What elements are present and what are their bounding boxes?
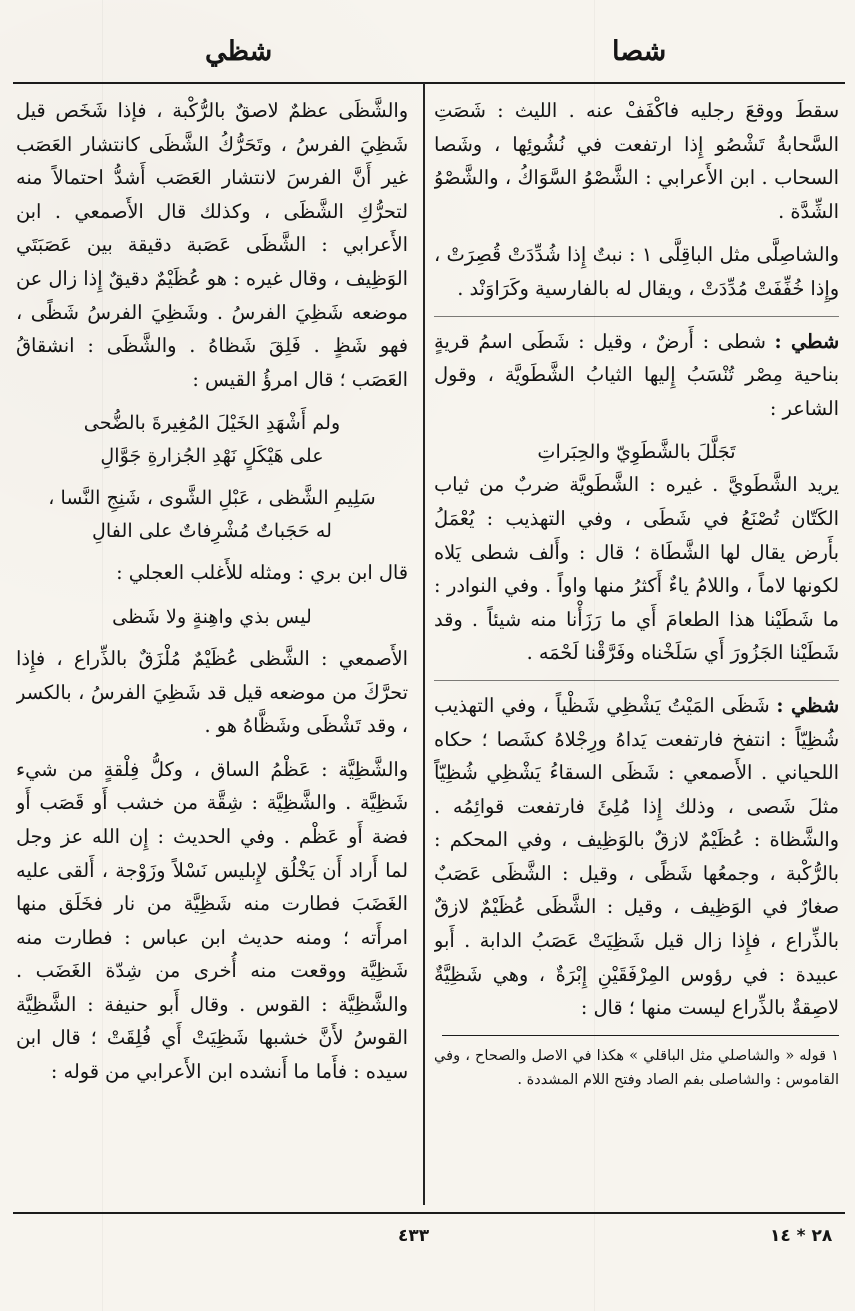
verse-line: تَجَلَّلَ بالشَّطَوِيّ والحِبَراتِ bbox=[537, 440, 736, 464]
left-paragraph-4: والشَّظِيَّة : عَظْمُ الساق ، وكلُّ فِلْقةٍ من شيء شَظِيَّة . والشَّظِيَّة : شِقَّة من خشب أَو قَصَب أَو فضة أَو عَظْم . وفي الحديث : إِن الله عز وجل لما أَراد أَن يَخْلُق لإِبليس نَسْلاً وزَوْجة ، أَلقى عليه الغَضَبَ فطارت منه شَظِيَّة من نار فخَلَق منها امرأَته ؛ ومنه حديث ابن عباس : فطارت منه شَظِيَّة ووقعت منه أُخرى من شِدّة الغَضَب . والشَّظِيَّة : القوس . وقال أَبو حنيفة : الشَّظِيَّة القوسُ لأَنَّ خشبها شَظِيَتْ أَي فُلِقَتْ ؛ قال ابن سيده : فأَما ما أَنشده ابن الأَعرابي من قوله : bbox=[16, 757, 408, 1084]
right-column bbox=[434, 94, 839, 1194]
verse-line: على هَيْكَلٍ نَهْدِ الجُزارةِ جَوَّالِ bbox=[100, 444, 324, 468]
right-paragraph-2: والشاصِلَّى مثل الباقِلَّى ١ : نبتٌ إِذا شُدِّدَتْ قُصِرَتْ ، وإِذا خُفِّفَتْ مُدِّدَتْ ، ويقال له بالفارسية وكَرَاوَنْد . bbox=[434, 243, 839, 300]
entry-headword: شظي : bbox=[776, 693, 839, 717]
right-paragraph-1: سقطَ ووقعَ رجليه فاكْفَفْ عنه . الليث : شَصَتِ السَّحابةُ تَشْصُو إِذا ارتفعت في نُشُوئِها ، وشَصا السحاب . ابن الأَعرابي : الشَّصْوُ السَّوَاكُ ، والشَّصْوُ الشِّدَّة . bbox=[434, 99, 839, 223]
top-rule bbox=[13, 82, 845, 84]
left-paragraph-1: والشَّظَى عظمٌ لاصقٌ بالرُّكْبة ، فإذا شَخَص قيل شَظِيَ الفرسُ ، وتَحَرُّكُ الشَّظَى كانتشار العَصَب غير أَنَّ الفرسَ لانتشار العَصَب أَشدُّ احتمالاً منه لتحرُّكِ الشَّظَى ، وكذلك قال الأَصمعي . ابن الأَعرابي : الشَّظَى عَصَبة دقيقة بين عَصَبَتَي الوَظِيف ، وقال غيره : هو عُظَيْمٌ دقيقٌ إِذا زال عن موضعه شَظِيَ الفرسُ . وشَظِيَ الفرسُ شَظًى ، فهو شَظٍ . فَلِقَ شَظاهُ . والشَّظَى : انشقاقُ العَصَب ؛ قال امرؤُ القيس : bbox=[16, 99, 408, 391]
left-paragraph-2: قال ابن بري : ومثله للأَغلب العجلي : bbox=[116, 561, 408, 585]
entry-text: شَظَى المَيْتُ يَشْظِي شَظْياً ، وفي التهذيب شُظِيّاً : انتفخ فارتفعت يَداهُ ورِجْلاهُ كشَصا ؛ حكاه اللحياني . الأَصمعي : شَظَى السقاءُ يَشْظِي شُظِيّاً مثلَ شَصى ، وذلك إِذا مُلِئَ فارتفعت قوائِمُه . والشَّظاة : عُظَيْمٌ لازقٌ بالوَظِيف ، وفي المحكم : بالرُّكْبة ، وجمعُها شَظًى ، وقيل : الشَّظَى عَصَبٌ صغارٌ في الوَظِيف ، وقيل : الشَّظَى عُظَيْمٌ لازقٌ بالذِّراع ، فإِذا زال قيل شَظِيَتْ عَصَبُ الدابة . أَبو عبيدة : في رؤوس المِرْفَقَيْنِ إِبْرَةٌ ، وهي شَظِيَّةٌ لاصِقةٌ بالذِّراع ليست منها ؛ قال : bbox=[434, 693, 839, 1020]
entry-separator bbox=[434, 316, 839, 317]
verse-gap bbox=[16, 547, 408, 556]
dictionary-entry-shazi bbox=[434, 689, 839, 1025]
entry-text: شطى : أَرضٌ ، وقيل : شَطَى اسمُ قريةٍ بناحية مِصْر تُنْسَبُ إِليها الثيابُ الشَّطَويَّة ، وقول الشاعر : bbox=[434, 329, 839, 420]
entry-separator bbox=[434, 680, 839, 681]
verse-line: ولم أَشْهَدِ الخَيْلَ المُغِيرةَ بالضُّحى bbox=[83, 411, 341, 435]
right-page-header: شصا bbox=[612, 36, 667, 67]
footnote-rule bbox=[442, 1035, 839, 1036]
page-number: ٤٣٣ bbox=[398, 1226, 430, 1246]
verse-gap bbox=[16, 633, 408, 642]
right-paragraph-3: يريد الشَّطَويَّ . غيره : الشَّطَويَّة ضربٌ من ثياب الكَتّان تُصْنَعُ في شَطَى ، وفي التهذيب : يُعْمَلُ بأَرض يقال لها الشَّطَاة ؛ قال : وأَلف شطى يَلاه لكونها لاماً ، واللامُ ياءٌ أَكثرُ منها واواً . وفي النوادر : ما شَطَيْنا هذا الطعامَ أَي ما رَزَأْنا منه شيئاً . وقد شَطَيْنا الجَزُورَ أَي سَلَخْناه وفَرَّقْنا لَحْمَه . bbox=[434, 473, 839, 665]
left-column bbox=[16, 94, 408, 1192]
verse-line: سَلِيمِ الشَّظى ، عَبْلِ الشَّوى ، شَنِجِ النَّسا ، bbox=[48, 486, 376, 510]
verse-gap bbox=[16, 472, 408, 481]
signature-number: ٢٨ * ١٤ bbox=[770, 1226, 833, 1246]
entry-headword: شطي : bbox=[774, 329, 839, 353]
footnote: ١ قوله « والشاصلي مثل الباقلي » هكذا في الاصل والصحاح ، وفي القاموس : والشاصلى بفم الصاد وفتح اللام المشددة . bbox=[434, 1046, 839, 1088]
left-paragraph-3: الأَصمعي : الشَّظى عُظَيْمٌ مُلْزَقٌ بالذِّراع ، فإِذا تحرَّكَ من موضعه قيل قد شَظِيَ الفرسُ ، بالكسر ، وقد تَشْظَى وشَظَّاهُ هو . bbox=[16, 646, 408, 738]
verse-line: ليس بذي واهِنةٍ ولا شَظى bbox=[112, 604, 312, 628]
verse-line: له حَجَباتٌ مُشْرِفاتٌ على الفالِ bbox=[91, 519, 332, 543]
dictionary-entry-shati bbox=[434, 325, 839, 426]
column-divider bbox=[423, 83, 425, 1205]
bottom-rule bbox=[13, 1212, 845, 1214]
left-page-header: شظي bbox=[205, 36, 273, 67]
